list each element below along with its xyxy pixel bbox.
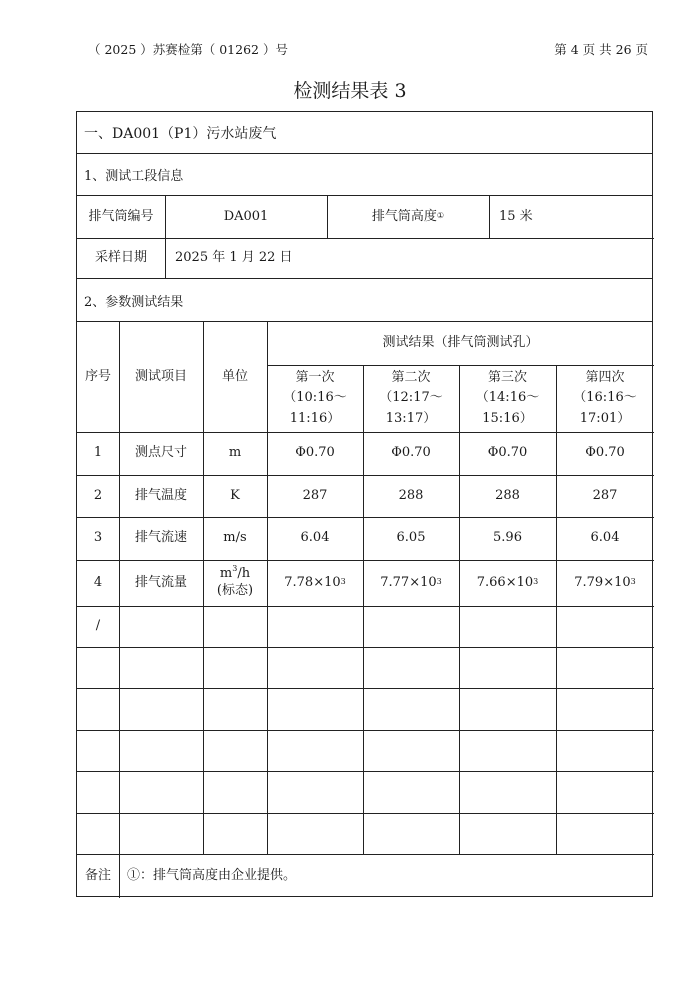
- section-heading-1: 一、DA001（P1）污水站废气: [77, 112, 652, 154]
- row-item: 排气流速: [134, 530, 187, 546]
- grid-line: [77, 730, 654, 731]
- row-value: 7.79×10 $^3$: [556, 560, 654, 606]
- row-unit: m: [228, 445, 242, 461]
- grid-line: [77, 771, 654, 772]
- run-time-start: （14:16～: [475, 390, 540, 406]
- grid-line: [77, 854, 654, 855]
- grid-line: [77, 688, 654, 689]
- header-seq: 序号: [84, 368, 111, 384]
- row-value: 7.66×10 $^3$: [459, 560, 556, 606]
- grid-line: [77, 647, 654, 648]
- header-run-2: [363, 365, 459, 432]
- unit-exponent: 3: [232, 563, 238, 573]
- grid-line: [77, 238, 654, 239]
- grid-line: [363, 365, 364, 854]
- unit-base: m: [219, 566, 233, 582]
- row-value: Φ0.70: [487, 445, 528, 461]
- run-time-end: 15:16）: [482, 410, 533, 426]
- row-value: 287: [592, 487, 618, 503]
- grid-line: [327, 196, 328, 238]
- header-unit: 单位: [221, 368, 248, 384]
- row-item: 排气流量: [134, 574, 187, 590]
- row-seq: 2: [93, 487, 103, 503]
- results-table: [76, 111, 653, 897]
- row-value: 7.77×10 $^3$: [363, 560, 459, 606]
- run-time-end: 17:01）: [579, 410, 631, 426]
- grid-line: [77, 475, 654, 476]
- header-run-3: [459, 365, 556, 432]
- page-indicator: 第 4 页 共 26 页: [554, 42, 648, 57]
- row-value: 6.04: [590, 530, 620, 546]
- row-value: 7.78×10 $^3$: [267, 560, 363, 606]
- row-unit: [203, 560, 267, 606]
- row-value: 5.96: [493, 530, 522, 546]
- header-run-4: [556, 365, 654, 432]
- row-seq: 1: [93, 445, 103, 461]
- row-unit: m/s: [223, 530, 247, 546]
- sampling-date-value: 2025 年 1 月 22 日: [175, 249, 293, 265]
- grid-line: [77, 560, 654, 561]
- run-time-start: （10:16～: [283, 390, 347, 406]
- run-name: 第二次: [391, 370, 431, 386]
- row-value: Φ0.70: [585, 445, 625, 461]
- grid-line: [203, 322, 204, 854]
- grid-line: [489, 196, 490, 238]
- header-item: 测试项目: [134, 368, 187, 384]
- row-value: Φ0.70: [391, 445, 431, 461]
- run-name: 第四次: [585, 370, 625, 386]
- grid-line: [459, 365, 460, 854]
- remark-label: 备注: [84, 867, 111, 883]
- table-title: 检测结果表 3: [293, 80, 407, 102]
- stack-height-label-text: 排气筒高度: [371, 208, 437, 224]
- grid-line: [119, 322, 120, 898]
- grid-line: [165, 196, 166, 278]
- row-unit: K: [230, 487, 240, 503]
- run-name: 第一次: [295, 370, 335, 386]
- row-value: 288: [398, 487, 424, 503]
- value-mantissa: 7.79×10: [574, 574, 631, 590]
- unit-flow: [219, 563, 251, 583]
- row-seq: 4: [93, 574, 103, 590]
- row-seq: 3: [93, 530, 103, 546]
- grid-line: [77, 517, 654, 518]
- unit-tail: /h: [237, 566, 251, 582]
- run-time-end: 13:17）: [385, 410, 437, 426]
- value-mantissa: 7.66×10: [476, 574, 534, 590]
- unit-note: (标态): [216, 583, 254, 598]
- row-item: 排气温度: [134, 487, 187, 503]
- sampling-date-label: 采样日期: [94, 249, 147, 265]
- run-time-end: 11:16）: [289, 410, 341, 426]
- row-value: 287: [302, 487, 328, 503]
- stack-height-value: 15 米: [499, 208, 533, 224]
- grid-line: [77, 432, 654, 433]
- header-result-group: 测试结果（排气筒测试孔）: [382, 335, 539, 351]
- run-time-start: （16:16～: [573, 390, 637, 406]
- remark-text: ①：排气筒高度由企业提供。: [127, 867, 297, 883]
- grid-line: [267, 365, 654, 366]
- value-mantissa: 7.78×10: [284, 574, 341, 590]
- header-run-1: [267, 365, 363, 432]
- row-value: 6.04: [300, 530, 330, 546]
- empty-row-marker: /: [95, 618, 101, 634]
- row-value: 288: [495, 487, 520, 503]
- doc-number: （ 2025 ）苏赛检第（ 01262 ）号: [88, 42, 288, 57]
- stack-height-label: 排气筒高度 ①: [327, 196, 489, 238]
- section-heading-2: 2、参数测试结果: [77, 278, 652, 322]
- section-heading-1-1: 1、测试工段信息: [77, 154, 652, 196]
- row-value: Φ0.70: [295, 445, 335, 461]
- row-value: 6.05: [396, 530, 426, 546]
- value-mantissa: 7.77×10: [380, 574, 437, 590]
- row-item: 测点尺寸: [134, 445, 187, 461]
- grid-line: [77, 813, 654, 814]
- stack-no-value: DA001: [223, 208, 269, 224]
- stack-no-label: 排气筒编号: [88, 208, 154, 224]
- run-name: 第三次: [487, 370, 527, 386]
- grid-line: [267, 322, 268, 854]
- grid-line: [77, 606, 654, 607]
- run-time-start: （12:17～: [379, 390, 443, 406]
- grid-line: [556, 365, 557, 854]
